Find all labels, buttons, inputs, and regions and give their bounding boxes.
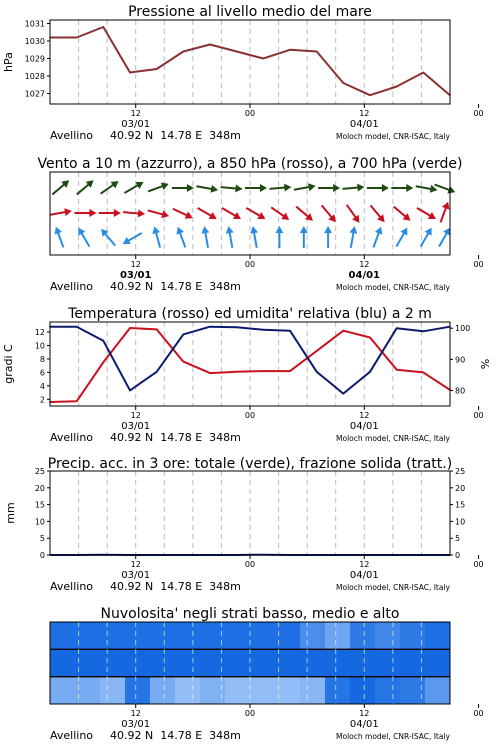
wind-arrow	[293, 182, 316, 194]
pressure-line-point	[316, 51, 318, 53]
precip-date-label: 03/01	[121, 570, 151, 581]
cloud-cell	[300, 622, 325, 649]
pressure-line-point	[369, 94, 371, 96]
humidity-line-point	[103, 340, 105, 342]
clouds-date-label: 04/01	[349, 719, 379, 730]
temp-humidity-y-tick-label: 6	[39, 368, 45, 378]
wind-arrow	[391, 184, 413, 192]
temp-humidity-model-credit: Moloch model, CNR-ISAC, Italy	[336, 434, 450, 443]
precip-hour-label: 00	[244, 560, 256, 569]
cloud-cell	[325, 649, 350, 676]
cloud-cell	[175, 649, 200, 676]
wind-arrow	[220, 183, 243, 193]
wind-arrow	[98, 226, 118, 248]
temp-humidity-y2-tick-label: 90	[455, 355, 466, 365]
cloud-cell	[375, 649, 400, 676]
wind-arrow	[172, 184, 194, 192]
wind-arrow	[245, 184, 267, 192]
temp-humidity-ylabel: gradi C	[2, 344, 15, 384]
wind-arrow	[324, 226, 332, 248]
cloud-cell	[375, 677, 400, 704]
cloud-cell	[350, 649, 375, 676]
temperature-line-point	[183, 361, 185, 363]
wind-arrow	[391, 204, 413, 224]
humidity-line-point	[156, 371, 158, 373]
wind-model-credit: Moloch model, CNR-ISAC, Italy	[336, 283, 450, 292]
pressure-line-point	[156, 68, 158, 70]
humidity-line-point	[423, 331, 425, 333]
cloud-cell	[125, 622, 150, 649]
clouds-model-credit: Moloch model, CNR-ISAC, Italy	[336, 732, 450, 741]
temp-humidity-coords: 40.92 N 14.78 E 348m	[110, 431, 241, 444]
cloud-cell	[350, 622, 375, 649]
wind-arrow	[433, 181, 456, 196]
pressure-line-point	[343, 82, 345, 84]
pressure-y-tick-label: 1027	[24, 89, 45, 99]
temperature-line-point	[76, 401, 78, 403]
precip-y-tick-label: 10	[34, 517, 45, 527]
wind-arrow	[367, 184, 389, 192]
temperature-line-point	[369, 337, 371, 339]
wind-arrow	[99, 209, 121, 217]
temp-humidity-y2-tick-label: 80	[455, 386, 466, 396]
wind-date-label: 04/01	[348, 270, 381, 281]
wind-arrow	[343, 203, 362, 226]
humidity-line-point	[396, 327, 398, 329]
clouds-coords: 40.92 N 14.78 E 348m	[110, 729, 241, 742]
wind-arrow	[300, 226, 308, 248]
wind-arrow	[342, 183, 365, 193]
cloud-cell	[250, 649, 275, 676]
clouds-hour-label: 12	[130, 709, 141, 718]
wind-title: Vento a 10 m (azzurro), a 850 hPa (rosso), a 700 hPa (verde)	[37, 156, 463, 172]
pressure-line-point	[396, 86, 398, 88]
precip-y2-tick-label: 15	[455, 500, 466, 510]
cloud-cell	[150, 622, 175, 649]
wind-arrow	[151, 225, 164, 248]
pressure-title: Pressione al livello medio del mare	[128, 4, 372, 20]
wind-arrow	[417, 226, 435, 249]
temp-humidity-y-tick-label: 10	[34, 341, 45, 351]
wind-arrow	[74, 209, 96, 217]
cloud-cell	[50, 677, 75, 704]
cloud-cell	[225, 649, 250, 676]
temperature-line-point	[103, 362, 105, 364]
pressure-hour-label: 12	[359, 109, 370, 118]
temperature-line-point	[209, 372, 211, 374]
cloud-cell	[350, 677, 375, 704]
cloud-cell	[425, 677, 450, 704]
pressure-y-tick-label: 1028	[24, 72, 45, 81]
temperature-line-point	[316, 350, 318, 352]
wind-arrow	[123, 208, 146, 218]
temp-humidity-y-tick-label: 12	[34, 328, 45, 338]
temp-humidity-title: Temperatura (rosso) ed umidita' relativa (blu) a 2 m	[68, 306, 432, 322]
wind-arrow	[49, 207, 72, 219]
precip-y-tick-label: 5	[39, 534, 45, 544]
clouds-hour-label: 00	[244, 709, 256, 718]
temp-humidity-hour-label: 00	[473, 411, 484, 420]
wind-arrow	[436, 226, 454, 249]
precip-ylabel: mm	[4, 502, 17, 524]
wind-arrow	[52, 225, 67, 248]
wind-arrow	[74, 177, 96, 197]
pressure-line-point	[289, 49, 291, 51]
wind-arrow	[196, 205, 219, 223]
cloud-cell	[425, 622, 450, 649]
clouds-hour-label: 00	[473, 709, 484, 718]
temperature-line-point	[423, 372, 425, 374]
temperature-line-point	[156, 329, 158, 331]
wind-arrow	[50, 177, 72, 197]
humidity-line-point	[369, 371, 371, 373]
humidity-line-point	[236, 327, 238, 329]
pressure-y-tick-label: 1031	[24, 19, 45, 29]
precip-model-credit: Moloch model, CNR-ISAC, Italy	[336, 583, 450, 592]
temperature-line-point	[263, 370, 265, 372]
precip-y-tick-label: 25	[34, 467, 45, 476]
pressure-y-tick-label: 1029	[24, 54, 45, 64]
wind-arrow	[200, 225, 212, 248]
cloud-cell	[150, 677, 175, 704]
wind-arrow	[367, 203, 387, 225]
precip-y-tick-label: 0	[39, 551, 45, 560]
wind-arrow	[415, 182, 438, 194]
pressure-line-point	[209, 44, 211, 46]
precip-y2-tick-label: 0	[455, 551, 461, 560]
pressure-line-point	[423, 72, 425, 74]
pressure-line-point	[103, 26, 105, 28]
temp-humidity-ylabel: %	[479, 358, 492, 370]
humidity-line-point	[209, 326, 211, 328]
wind-arrow	[225, 225, 237, 248]
temperature-line-point	[289, 370, 291, 372]
wind-arrow	[370, 225, 385, 248]
precip-hour-label: 12	[359, 560, 370, 569]
cloud-cell	[125, 677, 150, 704]
cloud-cell	[250, 622, 275, 649]
wind-hour-label: 00	[244, 260, 256, 269]
temp-humidity-y-tick-label: 8	[39, 354, 45, 364]
pressure-line-point	[129, 72, 131, 74]
pressure-location: Avellino	[50, 129, 94, 142]
humidity-line-point	[76, 326, 78, 328]
wind-hour-label: 12	[359, 260, 370, 269]
cloud-cell	[225, 677, 250, 704]
cloud-cell	[425, 649, 450, 676]
wind-arrow	[269, 183, 292, 193]
pressure-hour-label: 00	[244, 109, 256, 118]
pressure-date-label: 03/01	[121, 119, 151, 130]
temperature-line-point	[396, 369, 398, 371]
cloud-cell	[50, 622, 75, 649]
pressure-line-point	[236, 51, 238, 53]
wind-arrow	[249, 225, 261, 248]
pressure-date-label: 04/01	[349, 119, 379, 130]
temp-humidity-location: Avellino	[50, 431, 94, 444]
pressure-line-point	[183, 51, 185, 53]
pressure-y-tick-label: 1030	[24, 37, 45, 46]
cloud-cell	[175, 677, 200, 704]
wind-location: Avellino	[50, 280, 94, 293]
cloud-cell	[375, 622, 400, 649]
pressure-hour-label: 12	[130, 109, 141, 118]
precip-y2-tick-label: 5	[455, 534, 461, 544]
wind-arrow	[174, 225, 189, 248]
precip-y2-tick-label: 20	[455, 483, 466, 493]
wind-arrow	[75, 226, 93, 249]
precip-location: Avellino	[50, 580, 94, 593]
temperature-line-point	[343, 330, 345, 332]
precip-y-tick-label: 20	[34, 483, 45, 493]
humidity-line-point	[289, 330, 291, 332]
cloud-cell	[225, 622, 250, 649]
wind-arrow	[121, 230, 144, 248]
cloud-cell	[100, 677, 125, 704]
humidity-line-point	[183, 334, 185, 336]
pressure-model-credit: Moloch model, CNR-ISAC, Italy	[336, 132, 450, 141]
cloud-cell	[125, 649, 150, 676]
cloud-cell	[300, 649, 325, 676]
precip-y2-tick-label: 25	[455, 467, 466, 476]
cloud-cell	[325, 677, 350, 704]
wind-arrow	[275, 226, 283, 248]
wind-arrow	[269, 204, 292, 223]
wind-hour-label: 12	[130, 260, 141, 269]
pressure-line-point	[76, 37, 78, 39]
wind-arrow	[220, 205, 243, 223]
temp-humidity-date-label: 04/01	[349, 421, 379, 432]
cloud-cell	[150, 649, 175, 676]
temperature-line-point	[236, 371, 238, 373]
wind-arrow	[171, 205, 194, 222]
wind-date-label: 03/01	[119, 270, 152, 281]
temp-humidity-y-tick-label: 2	[39, 395, 45, 405]
pressure-coords: 40.92 N 14.78 E 348m	[110, 129, 241, 142]
precip-title: Precip. acc. in 3 ore: totale (verde), frazione solida (tratt.)	[47, 456, 453, 472]
wind-arrow	[415, 205, 438, 223]
pressure-hour-label: 00	[473, 109, 484, 118]
temp-humidity-hour-label: 00	[244, 411, 256, 420]
temp-humidity-hour-label: 12	[359, 411, 370, 420]
humidity-line-point	[129, 390, 131, 392]
cloud-cell	[300, 677, 325, 704]
cloud-cell	[100, 649, 125, 676]
temp-humidity-y2-tick-label: 100	[455, 324, 471, 334]
pressure-ylabel: hPa	[2, 52, 15, 72]
wind-arrow	[294, 204, 316, 224]
temperature-line-point	[129, 327, 131, 329]
clouds-date-label: 03/01	[121, 719, 151, 730]
cloud-cell	[100, 622, 125, 649]
wind-arrow	[244, 205, 267, 223]
wind-arrow	[393, 226, 411, 249]
temp-humidity-hour-label: 12	[130, 411, 141, 420]
precip-hour-label: 00	[473, 560, 484, 569]
clouds-hour-label: 12	[359, 709, 370, 718]
temp-humidity-y-tick-label: 4	[39, 381, 45, 391]
wind-coords: 40.92 N 14.78 E 348m	[110, 280, 241, 293]
cloud-cell	[50, 649, 75, 676]
wind-arrow	[196, 182, 219, 194]
temp-humidity-date-label: 03/01	[121, 421, 151, 432]
humidity-line-point	[316, 371, 318, 373]
wind-arrow	[147, 180, 170, 195]
precip-coords: 40.92 N 14.78 E 348m	[110, 580, 241, 593]
precip-y2-tick-label: 10	[455, 517, 466, 527]
wind-arrow	[147, 207, 170, 220]
clouds-title: Nuvolosita' negli strati basso, medio e alto	[100, 606, 400, 622]
wind-hour-label: 00	[473, 260, 484, 269]
precip-hour-label: 12	[130, 560, 141, 569]
cloud-cell	[325, 622, 350, 649]
precip-y-tick-label: 15	[34, 500, 45, 510]
cloud-cell	[250, 677, 275, 704]
clouds-location: Avellino	[50, 729, 94, 742]
wind-arrow	[98, 178, 121, 197]
precip-date-label: 04/01	[349, 570, 379, 581]
pressure-line-point	[263, 58, 265, 60]
humidity-line-point	[263, 329, 265, 331]
wind-arrow	[347, 225, 359, 248]
humidity-line-point	[343, 393, 345, 395]
wind-arrow	[122, 179, 145, 197]
cloud-cell	[175, 622, 200, 649]
wind-arrow	[318, 184, 340, 192]
